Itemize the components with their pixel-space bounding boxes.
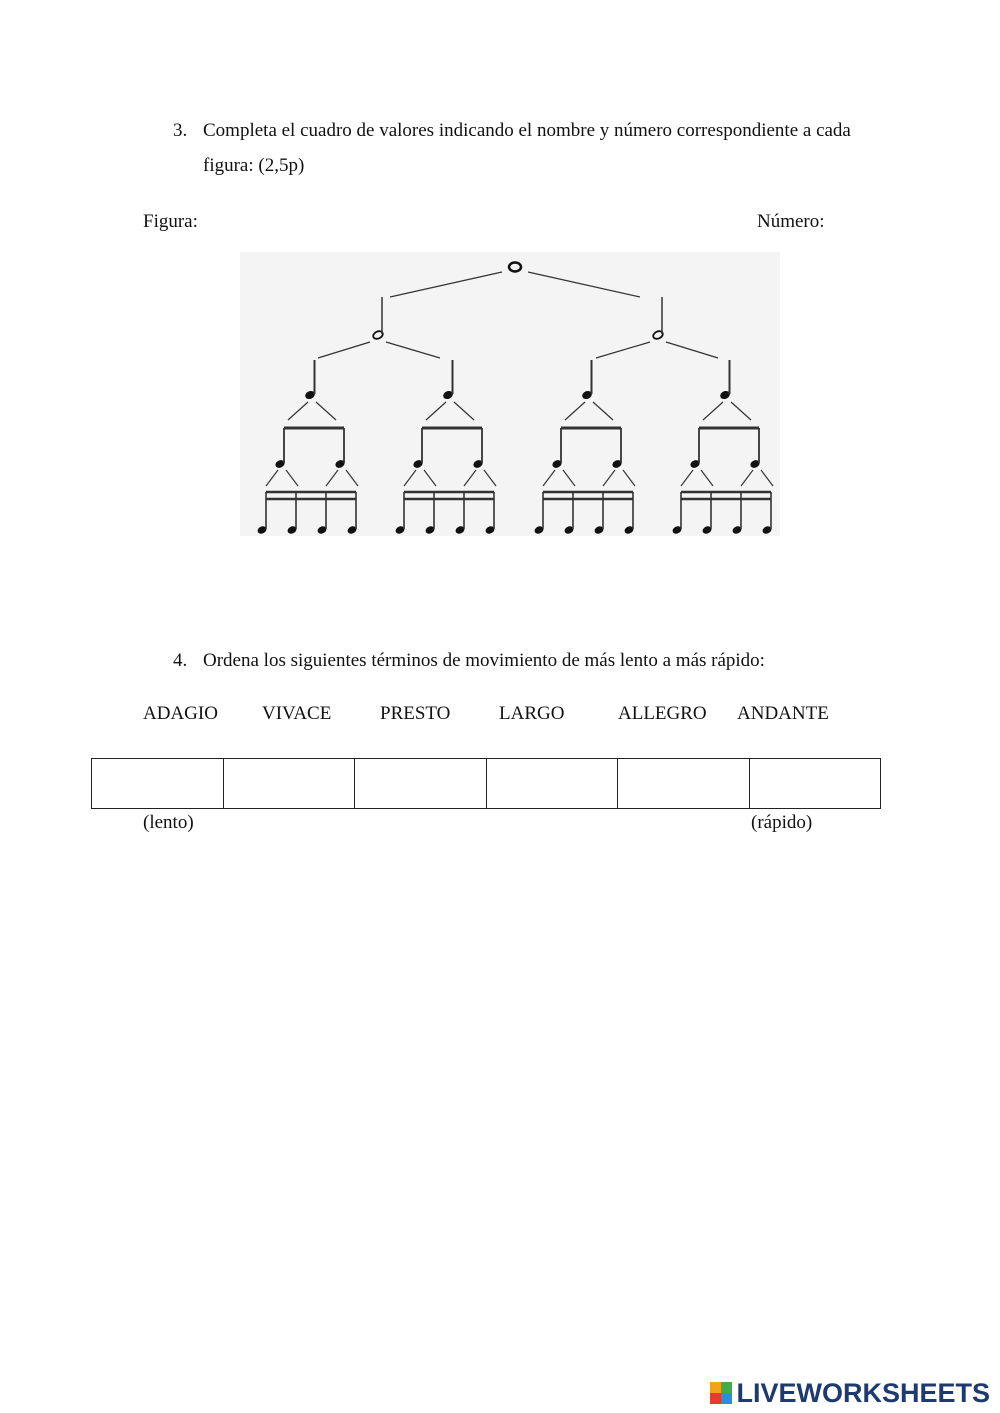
question-4-text: Ordena los siguientes términos de movimiento de más lento a más rápido: xyxy=(203,650,765,671)
branch-line xyxy=(528,272,640,297)
branch-line xyxy=(543,470,555,486)
branch-line xyxy=(596,342,650,358)
note-value-tree xyxy=(240,252,780,536)
branch-line xyxy=(346,470,358,486)
branch-line xyxy=(741,470,753,486)
branch-line xyxy=(593,402,613,420)
answer-cell-5[interactable] xyxy=(618,759,750,809)
question-3-text: Completa el cuadro de valores indicando el nombre y número correspondiente a cada figura: (2,5p) xyxy=(203,120,851,176)
figura-label: Figura: xyxy=(143,211,198,232)
logo-square-3 xyxy=(710,1393,721,1404)
branch-line xyxy=(603,470,615,486)
answer-cell-2[interactable] xyxy=(223,759,355,809)
branch-line xyxy=(288,402,308,420)
branch-line xyxy=(424,470,436,486)
branch-line xyxy=(681,470,693,486)
branch-line xyxy=(464,470,476,486)
term-largo: LARGO xyxy=(499,703,565,724)
liveworksheets-brand xyxy=(710,1378,990,1408)
branch-line xyxy=(326,470,338,486)
branch-line xyxy=(318,342,370,358)
answer-cell-1[interactable] xyxy=(92,759,224,809)
branch-line xyxy=(316,402,336,420)
branch-line xyxy=(484,470,496,486)
branch-line xyxy=(286,470,298,486)
question-4-number: 4. xyxy=(173,650,188,671)
logo-square-1 xyxy=(710,1382,721,1393)
branch-line xyxy=(701,470,713,486)
branch-line xyxy=(390,272,502,297)
rapido-label: (rápido) xyxy=(751,812,813,833)
branch-line xyxy=(386,342,440,358)
branch-line xyxy=(565,402,585,420)
numero-label: Número: xyxy=(757,211,825,232)
logo-square-2 xyxy=(721,1382,732,1393)
term-allegro: ALLEGRO xyxy=(618,703,707,724)
question-3-number: 3. xyxy=(173,120,188,141)
branch-line xyxy=(761,470,773,486)
answer-row xyxy=(92,759,881,809)
logo-square-4 xyxy=(721,1393,732,1404)
liveworksheets-wordmark: LIVEWORKSHEETS xyxy=(736,1377,990,1408)
branch-line xyxy=(454,402,474,420)
answer-grid xyxy=(91,758,881,809)
whole-note-icon xyxy=(509,263,521,272)
branch-line xyxy=(563,470,575,486)
branch-line xyxy=(266,470,278,486)
term-andante: ANDANTE xyxy=(737,703,829,724)
answer-cell-3[interactable] xyxy=(355,759,487,809)
term-adagio: ADAGIO xyxy=(143,703,218,724)
branch-line xyxy=(731,402,751,420)
branch-line xyxy=(666,342,718,358)
branch-line xyxy=(404,470,416,486)
branch-line xyxy=(426,402,446,420)
lento-label: (lento) xyxy=(143,812,194,833)
term-presto: PRESTO xyxy=(380,703,451,724)
term-vivace: VIVACE xyxy=(262,703,332,724)
branch-line xyxy=(703,402,723,420)
branch-line xyxy=(623,470,635,486)
answer-cell-6[interactable] xyxy=(749,759,881,809)
answer-cell-4[interactable] xyxy=(486,759,618,809)
liveworksheets-logo-icon xyxy=(710,1382,732,1404)
